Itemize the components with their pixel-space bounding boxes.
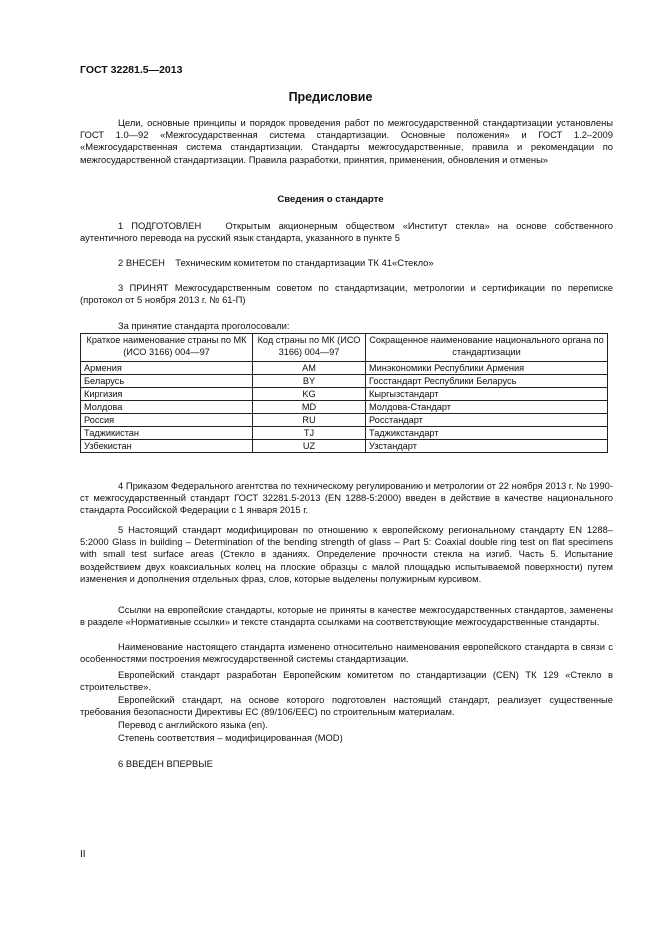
body-cell: Молдова-Стандарт [366, 401, 608, 414]
cen-paragraph: Европейский стандарт разработан Европейским комитетом по стандартизации (CEN) ТК 129 «Стекло в строительстве». [80, 669, 613, 693]
table-row [81, 427, 608, 440]
column-header-body: Сокращенное наименование национального органа по стандартизации [366, 334, 608, 362]
intro-paragraph: Цели, основные принципы и порядок проведения работ по межгосударственной стандартизации установлены ГОСТ 1.0—92 «Межгосударственная система стандартизации. Основные положения» и ГОСТ 1.2–2009 «Межгосударственная система стандартизации. Стандарты межгосударственные, правила и рекомендации по межгосударственной стандартизации. Правила разработки, принятия, применения, обновления и отмены» [80, 117, 613, 165]
name-paragraph: Наименование настоящего стандарта изменено относительно наименования европейского стандарта в связи с особенностями построения межгосударственной системы стандартизации. [80, 641, 613, 665]
table-row [81, 414, 608, 427]
country-cell: Узбекистан [81, 440, 253, 453]
item-3: 3 ПРИНЯТ Межгосударственным советом по стандартизации, метрологии и сертификации по переписке (протокол от 5 ноября 2013 г. № 61-П) [80, 282, 613, 306]
item-1: 1 ПОДГОТОВЛЕН Открытым акционерным обществом «Институт стекла» на основе собственного аутентичного перевода на русский язык стандарта, указанного в пункте 5 [80, 220, 613, 244]
table-row [81, 440, 608, 453]
page-number: II [80, 849, 86, 860]
item-2: 2 ВНЕСЕН Техническим комитетом по стандартизации ТК 41«Стекло» [118, 257, 434, 268]
code-cell: MD [253, 401, 366, 414]
code-cell: KG [253, 388, 366, 401]
translation-paragraph: Перевод с английского языка (en). [118, 719, 268, 730]
voting-table [80, 333, 608, 453]
body-cell: Таджикстандарт [366, 427, 608, 440]
body-cell: Госстандарт Республики Беларусь [366, 375, 608, 388]
page-title: Предисловие [288, 90, 373, 104]
body-cell: Росстандарт [366, 414, 608, 427]
code-cell: BY [253, 375, 366, 388]
code-cell: UZ [253, 440, 366, 453]
country-cell: Беларусь [81, 375, 253, 388]
table-row [81, 388, 608, 401]
code-cell: TJ [253, 427, 366, 440]
table-row [81, 401, 608, 414]
item-5: 5 Настоящий стандарт модифицирован по отношению к европейскому региональному стандарту EN 1288–5:2000 Glass in building – Determination of the bending strength of glass – Part 5: Coaxial double ring test on flat specimens with small test surface areas (Стекло в зданиях. Определение прочности стекла на изгиб. Часть 5. Испытание воздействием двух коаксиальных колец на плоские образцы с малой площадью испытываемой поверхности) путем изменения и дополнения отдельных фраз, слов, которые выделены полужирным курсивом. [80, 524, 613, 584]
country-cell: Киргизия [81, 388, 253, 401]
body-cell: Минэкономики Республики Армения [366, 362, 608, 375]
column-header-code: Код страны по МК (ИСО 3166) 004—97 [253, 334, 366, 362]
item-4: 4 Приказом Федерального агентства по техническому регулированию и метрологии от 22 ноября 2013 г. № 1990-ст межгосударственный стандарт ГОСТ 32281.5-2013 (EN 1288-5:2000) введен в действие в качестве национального стандарта Российской Федерации с 1 января 2015 г. [80, 480, 613, 516]
code-cell: AM [253, 362, 366, 375]
column-header-country: Краткое наименование страны по МК (ИСО 3166) 004—97 [81, 334, 253, 362]
references-paragraph: Ссылки на европейские стандарты, которые не приняты в качестве межгосударственных стандартов, заменены в разделе «Нормативные ссылки» и тексте стандарта ссылками на соответствующие межгосударственные стандарты. [80, 604, 613, 628]
table-row [81, 362, 608, 375]
country-cell: Таджикистан [81, 427, 253, 440]
body-cell: Кыргызстандарт [366, 388, 608, 401]
degree-paragraph: Степень соответствия – модифицированная (MOD) [118, 732, 343, 743]
section-subtitle: Сведения о стандарте [277, 194, 384, 205]
table-header-row [81, 334, 608, 362]
document-header: ГОСТ 32281.5—2013 [80, 64, 183, 76]
country-cell: Молдова [81, 401, 253, 414]
item-6: 6 ВВЕДЕН ВПЕРВЫЕ [118, 758, 213, 769]
code-cell: RU [253, 414, 366, 427]
country-cell: Россия [81, 414, 253, 427]
country-cell: Армения [81, 362, 253, 375]
table-row [81, 375, 608, 388]
basis-paragraph: Европейский стандарт, на основе которого подготовлен настоящий стандарт, реализует существенные требования безопасности Директивы ЕС (89/106/EEC) по строительным материалам. [80, 694, 613, 718]
vote-caption: За принятие стандарта проголосовали: [118, 320, 290, 331]
body-cell: Узстандарт [366, 440, 608, 453]
